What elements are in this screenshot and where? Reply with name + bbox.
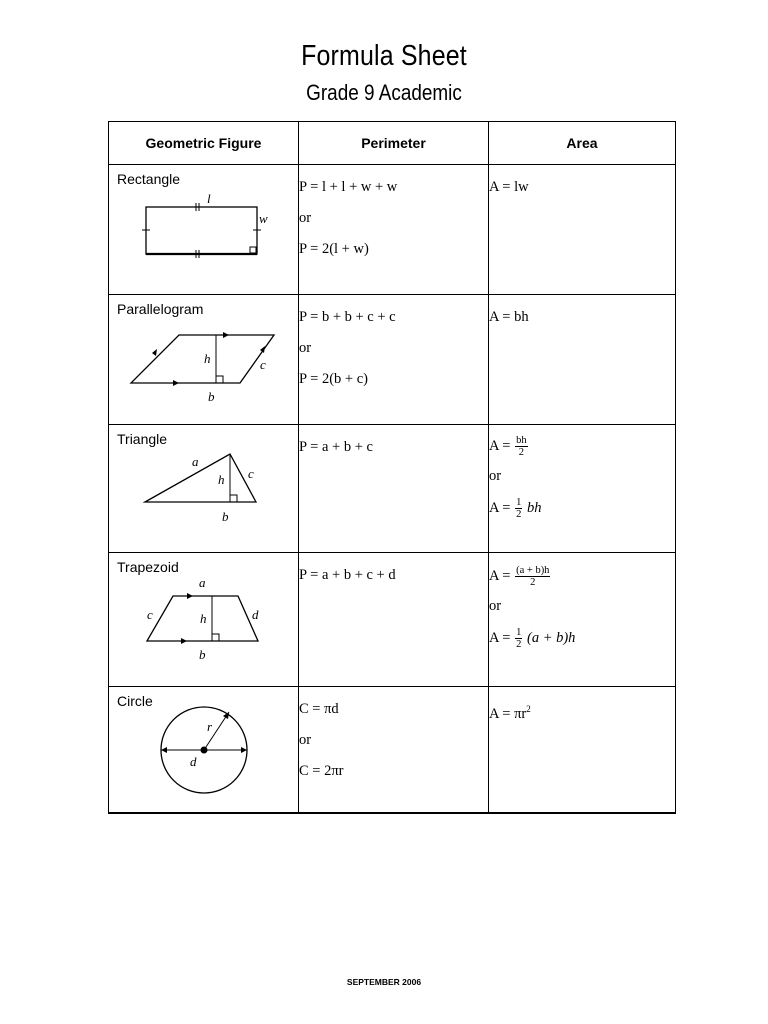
table-row — [109, 687, 676, 813]
perimeter-formula-alt: C = 2πr — [299, 763, 344, 779]
area-formula: $A = \pi r^2$ — [489, 704, 531, 722]
or-text: or — [489, 598, 502, 614]
label-l: l — [207, 191, 211, 206]
area-cell — [489, 165, 676, 295]
label-a: a — [199, 575, 206, 590]
area-formula: A = $\frac{(a + b)h}{2}$ — [489, 565, 550, 588]
perimeter-formula: P = b + b + c + c — [299, 309, 396, 325]
label-c: c — [260, 357, 266, 372]
table-row — [109, 165, 676, 295]
figure-name: Circle — [117, 693, 153, 709]
or-text: or — [299, 210, 312, 226]
label-h: h — [218, 472, 225, 487]
figure-cell — [109, 165, 299, 295]
page-title: Formula Sheet — [301, 40, 467, 72]
label-b: b — [208, 389, 215, 404]
label-d: d — [190, 754, 197, 769]
perimeter-cell — [299, 425, 489, 553]
perimeter-cell — [299, 687, 489, 813]
label-c: c — [248, 466, 254, 481]
perimeter-formula-alt: P = 2(l + w) — [299, 241, 369, 257]
perimeter-formula: P = a + b + c — [299, 439, 373, 455]
label-b: b — [222, 509, 229, 524]
table-row — [109, 295, 676, 425]
area-formula: A = $\frac{bh}{2}$ — [489, 435, 527, 458]
formula-table — [108, 121, 676, 814]
header-geometric-figure: Geometric Figure — [109, 122, 299, 165]
label-w: w — [259, 211, 268, 226]
figure-cell — [109, 295, 299, 425]
label-d: d — [252, 607, 259, 622]
or-text: or — [299, 340, 312, 356]
figure-cell — [109, 425, 299, 553]
header-area: Area — [489, 122, 676, 165]
perimeter-cell — [299, 165, 489, 295]
area-formula-alt: A = $\frac{1}{2}$ bh — [489, 497, 542, 520]
area-formula: A = bh — [489, 309, 529, 325]
area-cell — [489, 553, 676, 687]
fraction: $\frac{1}{2}$ — [516, 627, 522, 650]
or-text: or — [299, 732, 312, 748]
perimeter-formula: P = l + l + w + w — [299, 179, 398, 195]
area-cell — [489, 425, 676, 553]
fraction: $\frac{bh}{2}$ — [516, 435, 527, 458]
figure-name: Triangle — [117, 431, 168, 447]
or-text: or — [489, 468, 502, 484]
label-c: c — [147, 607, 153, 622]
perimeter-formula-alt: P = 2(b + c) — [299, 371, 368, 387]
figure-cell — [109, 687, 299, 813]
figure-name: Parallelogram — [117, 301, 204, 317]
circle-diagram — [109, 687, 297, 811]
label-a: a — [192, 454, 199, 469]
figure-cell — [109, 553, 299, 687]
parallelogram-diagram — [109, 295, 297, 423]
label-r: r — [207, 719, 213, 734]
area-formula-alt: A = $\frac{1}{2}$ (a + b)h — [489, 627, 576, 650]
table-header-row — [109, 122, 676, 165]
label-h: h — [204, 351, 211, 366]
rectangle-diagram — [109, 165, 297, 293]
figure-name: Trapezoid — [117, 559, 179, 575]
table-row — [109, 553, 676, 687]
label-h: h — [200, 611, 207, 626]
triangle-diagram — [109, 425, 297, 551]
area-formula: A = lw — [489, 179, 529, 195]
fraction: $\frac{1}{2}$ — [516, 497, 522, 520]
area-cell — [489, 295, 676, 425]
perimeter-formula: P = a + b + c + d — [299, 567, 396, 583]
footer-date: SEPTEMBER 2006 — [346, 977, 422, 987]
trapezoid-diagram — [109, 553, 297, 685]
perimeter-cell — [299, 295, 489, 425]
perimeter-cell — [299, 553, 489, 687]
table-row — [109, 425, 676, 553]
area-cell — [489, 687, 676, 813]
label-b: b — [199, 647, 206, 662]
header-perimeter: Perimeter — [299, 122, 489, 165]
page-subtitle: Grade 9 Academic — [306, 80, 462, 105]
fraction: $\frac{(a + b)h}{2}$ — [516, 565, 550, 588]
perimeter-formula: C = πd — [299, 701, 339, 717]
figure-name: Rectangle — [117, 171, 181, 187]
